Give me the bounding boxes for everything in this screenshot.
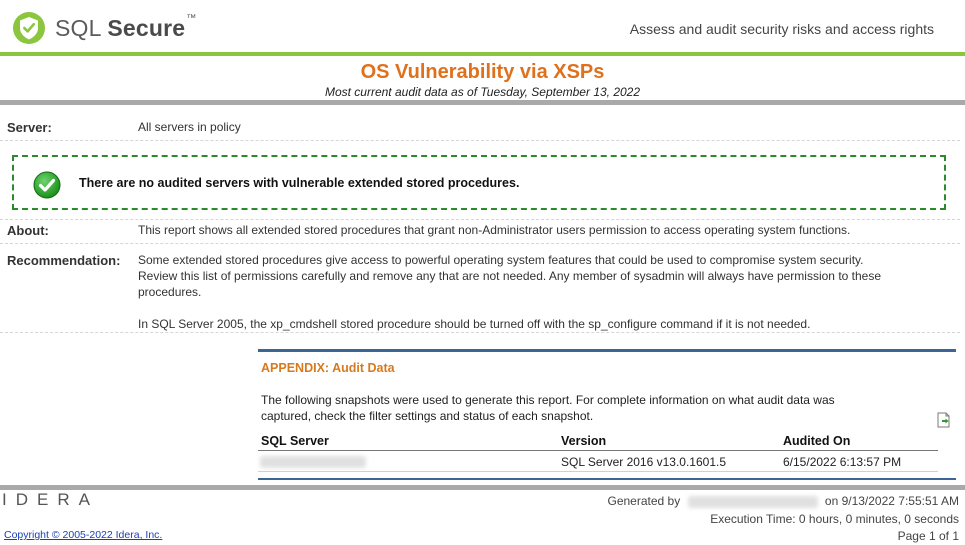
generated-timestamp: on 9/13/2022 7:55:51 AM (824, 494, 959, 508)
divider (0, 243, 960, 244)
app-name: SQL Secure™ (55, 12, 197, 41)
recommendation-label: Recommendation: (7, 253, 121, 268)
version-cell: SQL Server 2016 v13.0.1601.5 (561, 455, 726, 469)
appendix-intro (261, 392, 911, 424)
shield-check-icon (12, 11, 46, 45)
audited-on-cell: 6/15/2022 6:13:57 PM (783, 455, 902, 469)
divider (0, 219, 960, 220)
check-circle-icon (33, 171, 61, 204)
divider (0, 332, 960, 333)
header-divider (0, 52, 965, 56)
server-label: Server: (7, 120, 52, 135)
page-number: Page 1 of 1 (897, 529, 959, 543)
sql-secure-logo (12, 11, 196, 45)
redacted-server-name (260, 456, 366, 468)
report-subtitle: Most current audit data as of Tuesday, September 13, 2022 (324, 85, 641, 99)
divider (0, 140, 960, 141)
title-divider (0, 100, 965, 105)
column-header-version: Version (561, 434, 607, 448)
about-label: About: (7, 223, 49, 238)
export-icon[interactable] (936, 412, 952, 433)
redacted-user (688, 496, 818, 508)
appendix-bottom-rule (258, 478, 956, 480)
appendix-intro-line: The following snapshots were used to generate this report. For complete information on what audit data was (261, 393, 835, 407)
notice-message: There are no audited servers with vulnerable extended stored procedures. (79, 176, 520, 190)
idera-logo: IDERA (2, 490, 99, 509)
no-vulnerabilities-notice (12, 155, 946, 210)
server-value: All servers in policy (138, 120, 241, 134)
column-header-sql-server: SQL Server (261, 434, 329, 448)
generated-by-label: Generated by (607, 494, 681, 508)
appendix-intro-line: captured, check the filter settings and status of each snapshot. (261, 409, 594, 423)
recommendation-line: Review this list of permissions carefully and remove any that are not needed. Any member of sysadmin will always have permission to these (138, 269, 882, 283)
tagline: Assess and audit security risks and access rights (629, 21, 934, 37)
appendix-top-rule (258, 349, 956, 352)
recommendation-text (138, 252, 953, 300)
column-header-audited-on: Audited On (783, 434, 851, 448)
generated-by (607, 494, 959, 508)
report-header (0, 0, 965, 52)
execution-time: Execution Time: 0 hours, 0 minutes, 0 seconds (710, 512, 959, 526)
report-title: OS Vulnerability via XSPs (360, 61, 605, 83)
about-value: This report shows all extended stored procedures that grant non-Administrator users permission to access operating system functions. (138, 223, 851, 237)
table-row-rule (258, 471, 938, 472)
recommendation-line: procedures. (138, 285, 202, 299)
recommendation-note: In SQL Server 2005, the xp_cmdshell stored procedure should be turned off with the sp_configure command if it is not needed. (138, 317, 811, 331)
copyright-link[interactable]: Copyright © 2005-2022 Idera, Inc. (4, 529, 163, 541)
appendix-title: APPENDIX: Audit Data (261, 361, 395, 375)
table-header-rule (258, 450, 938, 451)
footer-divider (0, 485, 965, 490)
recommendation-line: Some extended stored procedures give access to powerful operating system features that could be used to compromise system security. (138, 253, 864, 267)
